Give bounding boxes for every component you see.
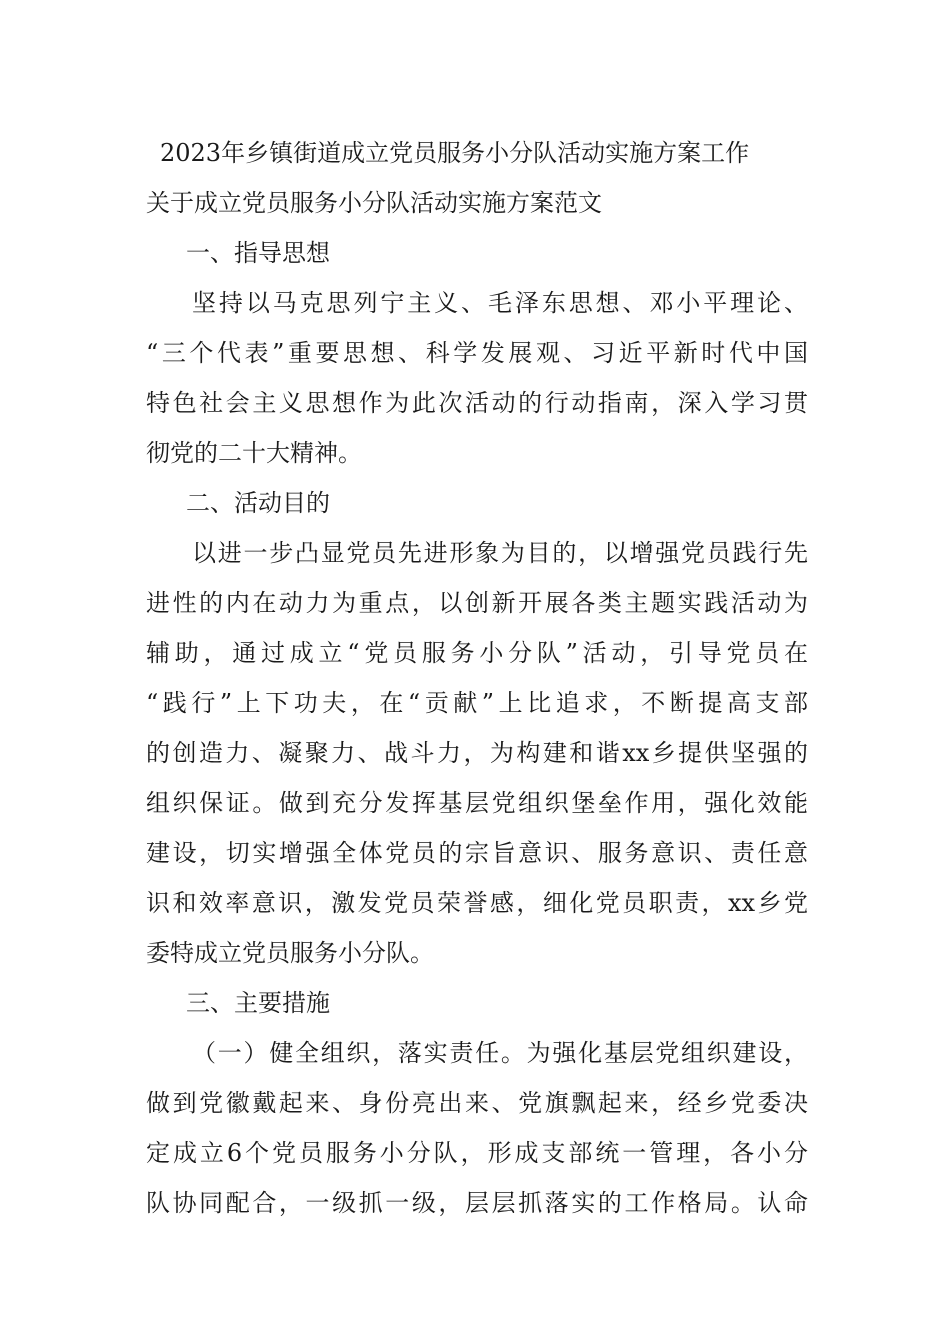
- section-3-line: （一）健全组织，落实责任。为强化基层党组织建设，: [192, 1039, 808, 1067]
- section-2-line: 识和效率意识，激发党员荣誉感，细化党员职责，xx乡党: [146, 889, 808, 917]
- section-2-line: 以进一步凸显党员先进形象为目的，以增强党员践行先: [192, 539, 808, 567]
- section-2-line: “践行”上下功夫，在“贡献”上比追求，不断提高支部: [146, 689, 808, 717]
- section-2-line: 的创造力、凝聚力、战斗力，为构建和谐xx乡提供坚强的: [146, 739, 808, 767]
- document-title-line-1: 2023年乡镇街道成立党员服务小分队活动实施方案工作: [160, 139, 750, 167]
- document-title-line-2: 关于成立党员服务小分队活动实施方案范文: [146, 189, 602, 217]
- section-3-line: 做到党徽戴起来、身份亮出来、党旗飘起来，经乡党委决: [146, 1089, 808, 1117]
- section-2-line: 辅助，通过成立“党员服务小分队”活动，引导党员在: [146, 639, 808, 667]
- section-2-heading: 二、活动目的: [186, 489, 330, 517]
- section-1-heading: 一、指导思想: [186, 239, 330, 267]
- section-2-line: 组织保证。做到充分发挥基层党组织堡垒作用，强化效能: [146, 789, 808, 817]
- section-1-line: 坚持以马克思列宁主义、毛泽东思想、邓小平理论、: [192, 289, 808, 317]
- section-3-line: 定成立6个党员服务小分队，形成支部统一管理，各小分: [146, 1139, 808, 1167]
- section-2-line: 建设，切实增强全体党员的宗旨意识、服务意识、责任意: [146, 839, 808, 867]
- section-3-heading: 三、主要措施: [186, 989, 330, 1017]
- section-2-line: 委特成立党员服务小分队。: [146, 939, 434, 967]
- section-1-line: “三个代表”重要思想、科学发展观、习近平新时代中国: [146, 339, 808, 367]
- section-3-line: 队协同配合，一级抓一级，层层抓落实的工作格局。认命: [146, 1189, 808, 1217]
- section-1-line: 彻党的二十大精神。: [146, 439, 362, 467]
- section-1-line: 特色社会主义思想作为此次活动的行动指南，深入学习贯: [146, 389, 808, 417]
- section-2-line: 进性的内在动力为重点，以创新开展各类主题实践活动为: [146, 589, 808, 617]
- document-body: [146, 128, 808, 1228]
